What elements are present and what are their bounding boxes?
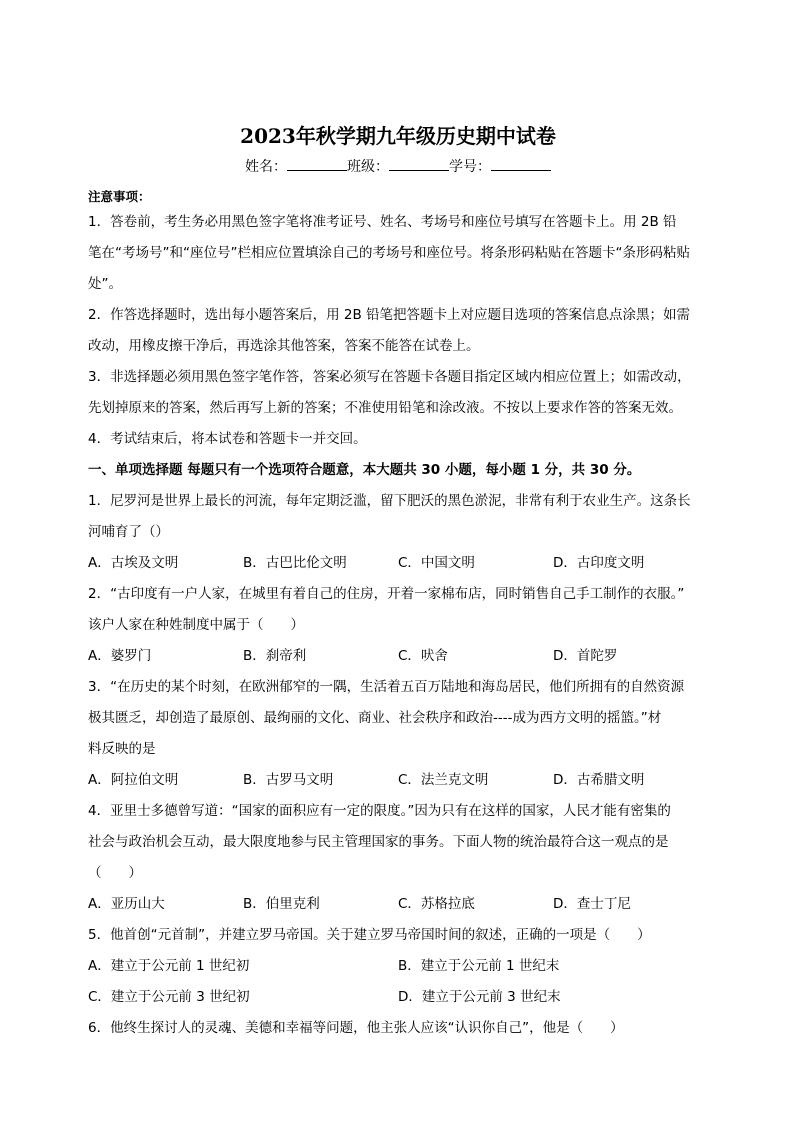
question-text: 5．他首创“元首制”，并建立罗马帝国。关于建立罗马帝国时间的叙述，正确的一项是（ ） <box>88 927 651 943</box>
question-text: 该户人家在种姓制度中属于（ ） <box>88 617 304 633</box>
question-text: 料反映的是 <box>88 741 156 757</box>
question-options <box>88 982 708 1013</box>
section-heading: 一、单项选择题 每题只有一个选项符合题意，本大题共 30 小题，每小题 1 分，共 30 分。 <box>88 462 641 478</box>
notice-line: 4．考试结束后，将本试卷和答题卡一并交回。 <box>88 431 367 447</box>
option-b: B．刹帝利 <box>243 648 307 664</box>
question-text: 河哺育了（） <box>88 524 169 540</box>
option-a: A．建立于公元前 1 世纪初 <box>88 958 250 974</box>
question-text: 极其匮乏，却创造了最原创、最绚丽的文化、商业、社会秩序和政治----成为西方文明的摇篮。”材 <box>88 710 662 726</box>
question-options <box>88 641 708 672</box>
option-b: B．伯里克利 <box>243 896 320 912</box>
name-blank[interactable] <box>287 156 347 171</box>
option-a: A．婆罗门 <box>88 648 152 664</box>
option-b: B．古巴比伦文明 <box>243 555 347 571</box>
question-text: 1．尼罗河是世界上最长的河流，每年定期泛滥，留下肥沃的黑色淤泥，非常有利于农业生产。这条长 <box>88 493 691 509</box>
option-c: C．建立于公元前 3 世纪初 <box>88 989 250 1005</box>
question-text: 6．他终生探讨人的灵魂、美德和幸福等问题，他主张人应该“认识你自己”，他是（ ） <box>88 1020 624 1036</box>
option-d: D．建立于公元前 3 世纪末 <box>398 989 561 1005</box>
id-label: 学号： <box>449 159 491 175</box>
option-d: D．古印度文明 <box>553 555 645 571</box>
option-b: B．古罗马文明 <box>243 772 334 788</box>
option-b: B．建立于公元前 1 世纪末 <box>398 958 560 974</box>
notice-line: 1．答卷前，考生务必用黑色签字笔将准考证号、姓名、考场号和座位号填写在答题卡上。用 2B 铅 <box>88 214 677 230</box>
option-a: A．阿拉伯文明 <box>88 772 179 788</box>
notice-line: 3．非选择题必须用黑色签字笔作答，答案必须写在答题卡各题目指定区域内相应位置上；如需改动， <box>88 369 691 385</box>
option-c: C．法兰克文明 <box>398 772 489 788</box>
option-d: D．首陀罗 <box>553 648 618 664</box>
question-options <box>88 889 708 920</box>
class-blank[interactable] <box>389 156 449 171</box>
option-a: A．古埃及文明 <box>88 555 179 571</box>
question-text: 社会与政治机会互动，最大限度地参与民主管理国家的事务。下面人物的统治最符合这一观点的是 <box>88 834 669 850</box>
notice-line: 先划掉原来的答案，然后再写上新的答案；不准使用铅笔和涂改液。不按以上要求作答的答案无效。 <box>88 400 682 416</box>
option-c: C．吠舍 <box>398 648 448 664</box>
option-c: C．苏格拉底 <box>398 896 475 912</box>
name-label: 姓名： <box>245 159 287 175</box>
question-text: 3．“在历史的某个时刻，在欧洲郁窄的一隅，生活着五百万陆地和海岛居民，他们所拥有的自然资源 <box>88 679 685 695</box>
exam-title: 2023年秋学期九年级历史期中试卷 <box>240 124 556 148</box>
id-blank[interactable] <box>491 156 551 171</box>
option-d: D．古希腊文明 <box>553 772 645 788</box>
question-text: 4．亚里士多德曾写道：“国家的面积应有一定的限度。”因为只有在这样的国家，人民才能有密集的 <box>88 803 671 819</box>
question-text: （ ） <box>88 865 142 881</box>
notice-line: 改动，用橡皮擦干净后，再选涂其他答案，答案不能答在试卷上。 <box>88 338 480 354</box>
class-label: 班级： <box>347 159 389 175</box>
question-text: 2．“古印度有一户人家，在城里有着自己的住房，开着一家棉布店，同时销售自己手工制作的衣服。” <box>88 586 685 602</box>
notice-line: 笔在“考场号”和“座位号”栏相应位置填涂自己的考场号和座位号。将条形码粘贴在答题卡“条形码粘贴 <box>88 245 690 261</box>
question-options <box>88 548 708 579</box>
option-d: D．查士丁尼 <box>553 896 631 912</box>
exam-page <box>88 120 708 1044</box>
notice-line: 2．作答选择题时，选出每小题答案后，用 2B 铅笔把答题卡上对应题目选项的答案信息点涂黑；如需 <box>88 307 691 323</box>
option-a: A．亚历山大 <box>88 896 165 912</box>
notice-heading: 注意事项： <box>88 189 151 204</box>
notice-line: 处”。 <box>88 276 122 292</box>
question-options <box>88 951 708 982</box>
option-c: C．中国文明 <box>398 555 475 571</box>
question-options <box>88 765 708 796</box>
student-info-line <box>88 156 708 177</box>
